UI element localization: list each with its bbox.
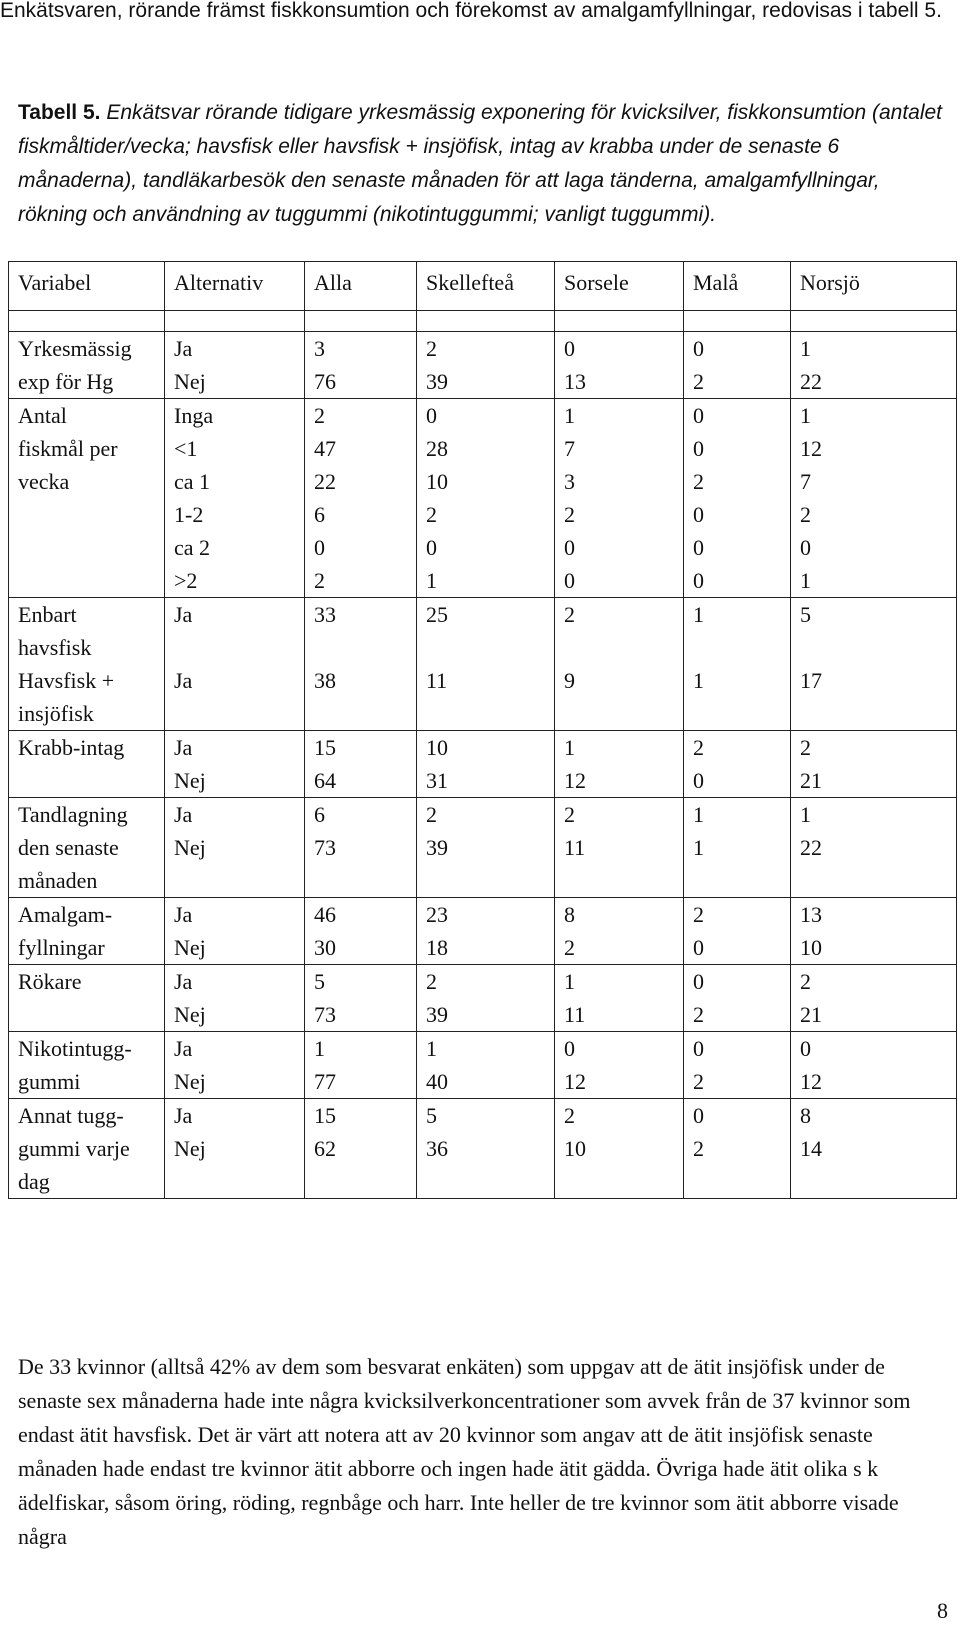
norsjo-cell-line xyxy=(800,631,956,664)
survey-table xyxy=(8,261,957,1199)
mala-cell-line: 1 xyxy=(693,668,704,693)
alternative-cell-line: Ja xyxy=(174,1036,193,1061)
variable-cell-line: månaden xyxy=(18,868,98,893)
alla-cell-line xyxy=(314,631,416,664)
skelleftea-cell-line: 5 xyxy=(426,1103,437,1128)
skelleftea-cell-line: 23 xyxy=(426,902,448,927)
alternative-cell-line: Nej xyxy=(174,1002,206,1027)
skelleftea-cell-line: 2 xyxy=(426,336,437,361)
norsjo-cell-line: 0 xyxy=(800,535,811,560)
norsjo-cell xyxy=(791,598,957,731)
norsjo-cell-line: 22 xyxy=(800,835,822,860)
norsjo-cell-line: 5 xyxy=(800,602,811,627)
variable-cell xyxy=(9,399,165,598)
mala-cell-line: 2 xyxy=(693,369,704,394)
sorsele-cell-line: 0 xyxy=(564,535,575,560)
variable-cell-line: Enbart xyxy=(18,602,77,627)
alla-cell-line: 6 xyxy=(314,502,325,527)
skelleftea-cell xyxy=(417,1099,555,1199)
alla-cell-line: 47 xyxy=(314,436,336,461)
norsjo-cell xyxy=(791,965,957,1032)
skelleftea-cell xyxy=(417,798,555,898)
sorsele-cell-line: 0 xyxy=(564,336,575,361)
variable-cell xyxy=(9,731,165,798)
sorsele-cell-line: 12 xyxy=(564,1069,586,1094)
sorsele-cell xyxy=(555,965,684,1032)
table-row xyxy=(9,399,957,598)
alla-cell-line: 5 xyxy=(314,969,325,994)
sorsele-cell-line: 13 xyxy=(564,369,586,394)
variable-cell-line: insjöfisk xyxy=(18,701,94,726)
norsjo-cell xyxy=(791,399,957,598)
variable-cell-line: fyllningar xyxy=(18,935,105,960)
mala-cell-line: 0 xyxy=(693,568,704,593)
variable-cell-line: dag xyxy=(18,1169,50,1194)
variable-cell xyxy=(9,1032,165,1099)
variable-cell-line: gummi xyxy=(18,1069,81,1094)
variable-cell-line: Nikotintugg- xyxy=(18,1036,132,1061)
skelleftea-cell xyxy=(417,598,555,731)
sorsele-cell-line: 11 xyxy=(564,835,586,860)
norsjo-cell-line: 8 xyxy=(800,1103,811,1128)
alternative-cell xyxy=(165,598,305,731)
mala-cell-line: 2 xyxy=(693,735,704,760)
alternative-cell xyxy=(165,798,305,898)
norsjo-cell xyxy=(791,798,957,898)
norsjo-cell-line: 2 xyxy=(800,735,811,760)
column-header-skelleftea: Skellefteå xyxy=(417,262,555,311)
alla-cell-line: 33 xyxy=(314,602,336,627)
sorsele-cell-line: 2 xyxy=(564,602,575,627)
sorsele-cell-line: 1 xyxy=(564,969,575,994)
sorsele-cell xyxy=(555,332,684,399)
skelleftea-cell-line: 39 xyxy=(426,835,448,860)
page-number: 8 xyxy=(937,1598,948,1623)
skelleftea-cell-line: 0 xyxy=(426,403,437,428)
body-paragraph: De 33 kvinnor (alltså 42% av dem som besvarat enkäten) som uppgav att de ätit insjöfisk under de senaste sex månaderna hade inte några kvicksilverkoncentrationer som avvek från de 37 kvinnor som endast ätit havsfisk. Det är värt att notera att av 20 kvinnor som angav att de ätit insjöfisk senaste månaden hade endast tre kvinnor ätit abborre och ingen hade ätit gädda. Övriga hade ätit olika s k ädelfiskar, såsom öring, röding, regnbåge och harr. Inte heller de tre kvinnor som ätit abborre visade några xyxy=(18,1354,911,1549)
skelleftea-cell-line: 2 xyxy=(426,502,437,527)
alla-cell-line: 2 xyxy=(314,403,325,428)
mala-cell xyxy=(684,1032,791,1099)
variable-cell-line: Krabb-intag xyxy=(18,735,125,760)
column-header-sorsele: Sorsele xyxy=(555,262,684,311)
norsjo-cell-line: 7 xyxy=(800,469,811,494)
skelleftea-cell xyxy=(417,1032,555,1099)
sorsele-cell xyxy=(555,1032,684,1099)
mala-cell xyxy=(684,332,791,399)
sorsele-cell-line: 8 xyxy=(564,902,575,927)
alla-cell-line: 76 xyxy=(314,369,336,394)
alla-cell-line: 3 xyxy=(314,336,325,361)
skelleftea-cell xyxy=(417,399,555,598)
alternative-cell-line: Ja xyxy=(174,802,193,827)
norsjo-cell-line: 1 xyxy=(800,802,811,827)
norsjo-cell xyxy=(791,898,957,965)
variable-cell-line: Annat tugg- xyxy=(18,1103,124,1128)
norsjo-cell-line: 2 xyxy=(800,969,811,994)
alla-cell-line: 46 xyxy=(314,902,336,927)
alternative-cell xyxy=(165,399,305,598)
skelleftea-cell-line: 28 xyxy=(426,436,448,461)
alternative-cell-line: Ja xyxy=(174,735,193,760)
alternative-cell-line: Nej xyxy=(174,835,206,860)
table-header-row xyxy=(9,262,957,311)
alternative-cell-line: <1 xyxy=(174,436,198,461)
norsjo-cell-line: 21 xyxy=(800,768,822,793)
alternative-cell-line: 1-2 xyxy=(174,502,204,527)
alternative-cell-line: Inga xyxy=(174,403,214,428)
mala-cell-line: 1 xyxy=(693,602,704,627)
skelleftea-cell-line: 1 xyxy=(426,568,437,593)
alternative-cell-line: Ja xyxy=(174,336,193,361)
skelleftea-cell-line: 36 xyxy=(426,1136,448,1161)
alla-cell xyxy=(305,1032,417,1099)
alternative-cell xyxy=(165,1032,305,1099)
norsjo-cell-line: 21 xyxy=(800,1002,822,1027)
norsjo-cell-line: 10 xyxy=(800,935,822,960)
alternative-cell-line: Nej xyxy=(174,369,206,394)
skelleftea-cell xyxy=(417,731,555,798)
column-header-variabel: Variabel xyxy=(9,262,165,311)
mala-cell-line: 2 xyxy=(693,1136,704,1161)
variable-cell-line: vecka xyxy=(18,469,70,494)
sorsele-cell-line: 2 xyxy=(564,502,575,527)
norsjo-cell-line: 17 xyxy=(800,668,822,693)
variable-cell xyxy=(9,898,165,965)
alla-cell-line: 0 xyxy=(314,535,325,560)
variable-cell-line: Antal xyxy=(18,403,67,428)
skelleftea-cell-line: 10 xyxy=(426,735,448,760)
skelleftea-cell-line: 31 xyxy=(426,768,448,793)
alla-cell xyxy=(305,798,417,898)
table-caption-text: Enkätsvar rörande tidigare yrkesmässig exponering för kvicksilver, fiskkonsumtion (antalet fiskmåltider/vecka; havsfisk eller havsfisk + insjöfisk, intag av krabba under de senaste 6 månaderna), tandläkarbesök den senaste månaden för att laga tänderna, amalgamfyllningar, rökning och användning av tuggummi (nikotintuggummi; vanligt tuggummi). xyxy=(18,101,943,226)
alternative-cell-line: Nej xyxy=(174,768,206,793)
norsjo-cell xyxy=(791,1032,957,1099)
alla-cell-line: 22 xyxy=(314,469,336,494)
mala-cell xyxy=(684,898,791,965)
alternative-cell-line xyxy=(174,631,304,664)
mala-cell xyxy=(684,731,791,798)
skelleftea-cell-line: 10 xyxy=(426,469,448,494)
norsjo-cell-line: 0 xyxy=(800,1036,811,1061)
sorsele-cell xyxy=(555,731,684,798)
alla-cell xyxy=(305,731,417,798)
table-row xyxy=(9,1099,957,1199)
sorsele-cell xyxy=(555,1099,684,1199)
sorsele-cell-line: 12 xyxy=(564,768,586,793)
alternative-cell-line: Ja xyxy=(174,902,193,927)
alla-cell-line: 38 xyxy=(314,668,336,693)
norsjo-cell-line: 1 xyxy=(800,403,811,428)
norsjo-cell-line: 12 xyxy=(800,1069,822,1094)
column-header-alternativ: Alternativ xyxy=(165,262,305,311)
skelleftea-cell xyxy=(417,965,555,1032)
table-row xyxy=(9,898,957,965)
mala-cell-line: 0 xyxy=(693,436,704,461)
alla-cell-line: 2 xyxy=(314,568,325,593)
norsjo-cell-line: 22 xyxy=(800,369,822,394)
sorsele-cell-line: 10 xyxy=(564,1136,586,1161)
table-caption xyxy=(18,96,943,232)
alla-cell-line: 6 xyxy=(314,802,325,827)
variable-cell-line: Rökare xyxy=(18,969,82,994)
alla-cell-line: 15 xyxy=(314,1103,336,1128)
alternative-cell xyxy=(165,1099,305,1199)
alternative-cell-line: Ja xyxy=(174,969,193,994)
alternative-cell xyxy=(165,332,305,399)
table-row xyxy=(9,798,957,898)
skelleftea-cell-line: 25 xyxy=(426,602,448,627)
norsjo-cell xyxy=(791,731,957,798)
variable-cell xyxy=(9,798,165,898)
mala-cell-line: 0 xyxy=(693,1103,704,1128)
mala-cell xyxy=(684,798,791,898)
alternative-cell-line: Ja xyxy=(174,602,193,627)
table-row xyxy=(9,965,957,1032)
mala-cell-line: 2 xyxy=(693,1002,704,1027)
table-caption-label: Tabell 5. xyxy=(18,101,101,124)
norsjo-cell-line: 1 xyxy=(800,336,811,361)
variable-cell-line: gummi varje xyxy=(18,1136,130,1161)
column-header-alla: Alla xyxy=(305,262,417,311)
alla-cell xyxy=(305,399,417,598)
mala-cell-line: 0 xyxy=(693,969,704,994)
alternative-cell-line: Ja xyxy=(174,668,193,693)
sorsele-cell xyxy=(555,598,684,731)
skelleftea-cell-line: 18 xyxy=(426,935,448,960)
skelleftea-cell-line: 1 xyxy=(426,1036,437,1061)
alla-cell-line: 62 xyxy=(314,1136,336,1161)
variable-cell xyxy=(9,332,165,399)
sorsele-cell-line: 2 xyxy=(564,1103,575,1128)
mala-cell-line: 2 xyxy=(693,469,704,494)
mala-cell xyxy=(684,1099,791,1199)
alternative-cell-line: Ja xyxy=(174,1103,193,1128)
skelleftea-cell-line: 2 xyxy=(426,802,437,827)
variable-cell-line: fiskmål per xyxy=(18,436,118,461)
mala-cell-line: 1 xyxy=(693,835,704,860)
norsjo-cell xyxy=(791,1099,957,1199)
table-row xyxy=(9,598,957,731)
sorsele-cell-line: 9 xyxy=(564,668,575,693)
mala-cell-line: 0 xyxy=(693,768,704,793)
norsjo-cell-line: 14 xyxy=(800,1136,822,1161)
mala-cell-line: 0 xyxy=(693,535,704,560)
table-row xyxy=(9,332,957,399)
sorsele-cell-line: 1 xyxy=(564,735,575,760)
variable-cell xyxy=(9,598,165,731)
variable-cell-line: Amalgam- xyxy=(18,902,113,927)
table-body xyxy=(9,311,957,1199)
sorsele-cell-line: 11 xyxy=(564,1002,586,1027)
variable-cell xyxy=(9,1099,165,1199)
mala-cell-line: 0 xyxy=(693,502,704,527)
alternative-cell-line: Nej xyxy=(174,1136,206,1161)
sorsele-cell-line: 0 xyxy=(564,568,575,593)
alternative-cell xyxy=(165,965,305,1032)
skelleftea-cell-line: 39 xyxy=(426,1002,448,1027)
alla-cell-line: 1 xyxy=(314,1036,325,1061)
variable-cell-line: den senaste xyxy=(18,835,119,860)
alternative-cell-line: Nej xyxy=(174,935,206,960)
mala-cell xyxy=(684,598,791,731)
sorsele-cell xyxy=(555,399,684,598)
sorsele-cell-line: 2 xyxy=(564,802,575,827)
norsjo-cell-line: 12 xyxy=(800,436,822,461)
table-spacer-row xyxy=(9,311,957,332)
alla-cell-line: 64 xyxy=(314,768,336,793)
column-header-norsjo: Norsjö xyxy=(791,262,957,311)
table-row xyxy=(9,1032,957,1099)
skelleftea-cell-line: 39 xyxy=(426,369,448,394)
sorsele-cell-line: 7 xyxy=(564,436,575,461)
alternative-cell-line: ca 1 xyxy=(174,469,211,494)
skelleftea-cell-line: 2 xyxy=(426,969,437,994)
skelleftea-cell-line: 11 xyxy=(426,668,448,693)
sorsele-cell xyxy=(555,898,684,965)
sorsele-cell-line: 1 xyxy=(564,403,575,428)
variable-cell-line: Tandlagning xyxy=(18,802,128,827)
alternative-cell-line: ca 2 xyxy=(174,535,211,560)
alla-cell-line: 30 xyxy=(314,935,336,960)
skelleftea-cell xyxy=(417,332,555,399)
sorsele-cell-line xyxy=(564,631,683,664)
mala-cell xyxy=(684,399,791,598)
column-header-mala: Malå xyxy=(684,262,791,311)
table-row xyxy=(9,731,957,798)
alternative-cell-line: Nej xyxy=(174,1069,206,1094)
variable-cell-line: havsfisk xyxy=(18,635,92,660)
mala-cell-line: 2 xyxy=(693,902,704,927)
mala-cell xyxy=(684,965,791,1032)
norsjo-cell-line: 1 xyxy=(800,568,811,593)
variable-cell xyxy=(9,965,165,1032)
mala-cell-line: 0 xyxy=(693,1036,704,1061)
alternative-cell-line: >2 xyxy=(174,568,198,593)
norsjo-cell-line: 2 xyxy=(800,502,811,527)
skelleftea-cell-line: 40 xyxy=(426,1069,448,1094)
sorsele-cell-line: 3 xyxy=(564,469,575,494)
mala-cell-line: 0 xyxy=(693,935,704,960)
alla-cell xyxy=(305,898,417,965)
variable-cell-line: Havsfisk + xyxy=(18,668,115,693)
alla-cell-line: 73 xyxy=(314,1002,336,1027)
intro-paragraph: Enkätsvaren, rörande främst fiskkonsumtion och förekomst av amalgamfyllningar, redovisas i tabell 5. xyxy=(0,0,942,22)
alla-cell-line: 15 xyxy=(314,735,336,760)
norsjo-cell xyxy=(791,332,957,399)
sorsele-cell-line: 0 xyxy=(564,1036,575,1061)
alternative-cell xyxy=(165,731,305,798)
skelleftea-cell xyxy=(417,898,555,965)
mala-cell-line: 0 xyxy=(693,403,704,428)
skelleftea-cell-line xyxy=(426,631,554,664)
alla-cell-line: 73 xyxy=(314,835,336,860)
skelleftea-cell-line: 0 xyxy=(426,535,437,560)
sorsele-cell-line: 2 xyxy=(564,935,575,960)
mala-cell-line: 2 xyxy=(693,1069,704,1094)
variable-cell-line: Yrkesmässig xyxy=(18,336,132,361)
mala-cell-line: 1 xyxy=(693,802,704,827)
alla-cell xyxy=(305,332,417,399)
norsjo-cell-line: 13 xyxy=(800,902,822,927)
alla-cell xyxy=(305,598,417,731)
mala-cell-line: 0 xyxy=(693,336,704,361)
sorsele-cell xyxy=(555,798,684,898)
alla-cell xyxy=(305,965,417,1032)
alla-cell-line: 77 xyxy=(314,1069,336,1094)
variable-cell-line: exp för Hg xyxy=(18,369,114,394)
mala-cell-line xyxy=(693,631,790,664)
alla-cell xyxy=(305,1099,417,1199)
alternative-cell xyxy=(165,898,305,965)
